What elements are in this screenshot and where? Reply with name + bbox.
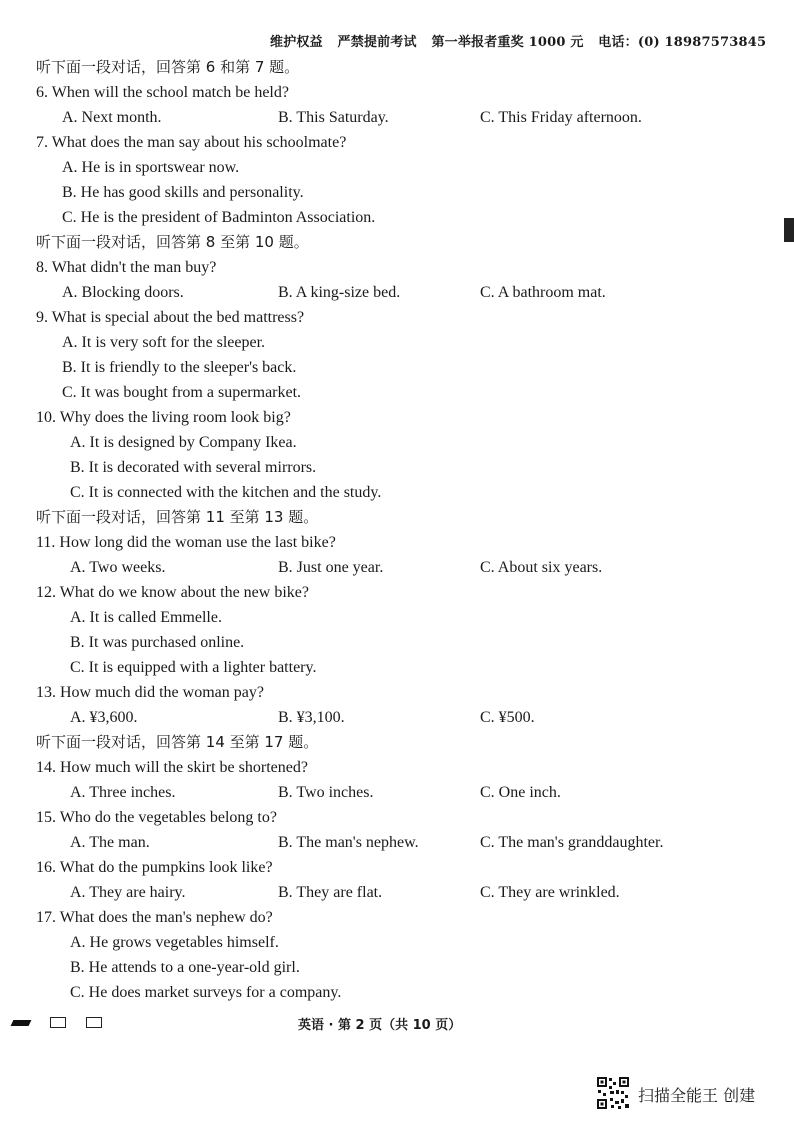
question-stem: 10. Why does the living room look big? <box>36 409 291 426</box>
option-b: B. Two inches. <box>278 784 374 801</box>
option-a: A. He is in sportswear now. <box>62 159 240 176</box>
option-a: A. ¥3,600. <box>70 709 138 726</box>
corner-mark <box>11 1020 32 1026</box>
option-c: C. It was bought from a supermarket. <box>62 384 302 401</box>
option-b: B. It is decorated with several mirrors. <box>70 459 317 476</box>
question-stem: 6. When will the school match be held? <box>36 84 289 101</box>
option-b: B. They are flat. <box>278 884 383 901</box>
answer-box <box>50 1017 66 1028</box>
option-row <box>36 880 764 905</box>
option-c: C. It is equipped with a lighter battery. <box>70 659 317 676</box>
option-b: B. This Saturday. <box>278 109 389 126</box>
option-b: B. It is friendly to the sleeper's back. <box>62 359 297 376</box>
question-stem: 17. What does the man's nephew do? <box>36 909 273 926</box>
option-c: C. One inch. <box>480 784 561 801</box>
option-a: A. Blocking doors. <box>62 284 184 301</box>
option-a: A. It is called Emmelle. <box>70 609 222 626</box>
header-rights: 维护权益 <box>270 35 323 50</box>
section-heading: 听下面一段对话，回答第 14 至第 17 题。 <box>36 733 319 751</box>
question-stem: 8. What didn't the man buy? <box>36 259 217 276</box>
question-stem: 12. What do we know about the new bike? <box>36 584 309 601</box>
question-stem: 7. What does the man say about his schoolmate? <box>36 134 347 151</box>
option-c: C. He does market surveys for a company. <box>70 984 342 1001</box>
header-reward: 第一举报者重奖 1000 元 <box>431 35 584 50</box>
option-c: C. This Friday afternoon. <box>480 109 642 126</box>
option-c: C. ¥500. <box>480 709 535 726</box>
option-a: A. He grows vegetables himself. <box>70 934 279 951</box>
option-a: A. It is designed by Company Ikea. <box>70 434 297 451</box>
option-c: C. He is the president of Badminton Association. <box>62 209 376 226</box>
option-row <box>36 280 764 305</box>
option-row <box>36 555 764 580</box>
header-notice: 严禁提前考试 <box>337 35 417 50</box>
section-heading: 听下面一段对话，回答第 8 至第 10 题。 <box>36 233 309 251</box>
question-stem: 15. Who do the vegetables belong to? <box>36 809 277 826</box>
option-row <box>36 780 764 805</box>
question-stem: 11. How long did the woman use the last bike? <box>36 534 336 551</box>
section-heading: 听下面一段对话，回答第 6 和第 7 题。 <box>36 58 300 76</box>
answer-box <box>86 1017 102 1028</box>
option-b: B. The man's nephew. <box>278 834 419 851</box>
option-c: C. They are wrinkled. <box>480 884 620 901</box>
option-a: A. It is very soft for the sleeper. <box>62 334 266 351</box>
page-footer <box>0 1014 794 1034</box>
option-row <box>36 105 764 130</box>
option-a: A. The man. <box>70 834 150 851</box>
page-header <box>270 31 767 50</box>
question-list <box>36 55 764 1005</box>
option-row <box>36 705 764 730</box>
option-c: C. It is connected with the kitchen and the study. <box>70 484 382 501</box>
option-b: B. Just one year. <box>278 559 384 576</box>
question-stem: 14. How much will the skirt be shortened? <box>36 759 308 776</box>
option-b: B. He attends to a one-year-old girl. <box>70 959 300 976</box>
option-c: C. A bathroom mat. <box>480 284 606 301</box>
option-b: B. A king-size bed. <box>278 284 401 301</box>
option-b: B. ¥3,100. <box>278 709 345 726</box>
option-row <box>36 830 764 855</box>
question-stem: 16. What do the pumpkins look like? <box>36 859 273 876</box>
header-phone: 电话：(0) 18987573845 <box>598 35 767 50</box>
option-c: C. The man's granddaughter. <box>480 834 664 851</box>
question-stem: 13. How much did the woman pay? <box>36 684 264 701</box>
scanner-label: 扫描全能王 创建 <box>638 1086 756 1105</box>
option-b: B. It was purchased online. <box>70 634 245 651</box>
option-b: B. He has good skills and personality. <box>62 184 304 201</box>
option-a: A. They are hairy. <box>70 884 186 901</box>
qr-code-icon <box>596 1076 630 1110</box>
side-tab-mark <box>784 218 794 242</box>
option-c: C. About six years. <box>480 559 603 576</box>
question-stem: 9. What is special about the bed mattress? <box>36 309 305 326</box>
page-number: 英语 · 第 2 页（共 10 页） <box>298 1018 462 1033</box>
option-a: A. Two weeks. <box>70 559 166 576</box>
section-heading: 听下面一段对话，回答第 11 至第 13 题。 <box>36 508 319 526</box>
option-a: A. Three inches. <box>70 784 176 801</box>
option-a: A. Next month. <box>62 109 162 126</box>
